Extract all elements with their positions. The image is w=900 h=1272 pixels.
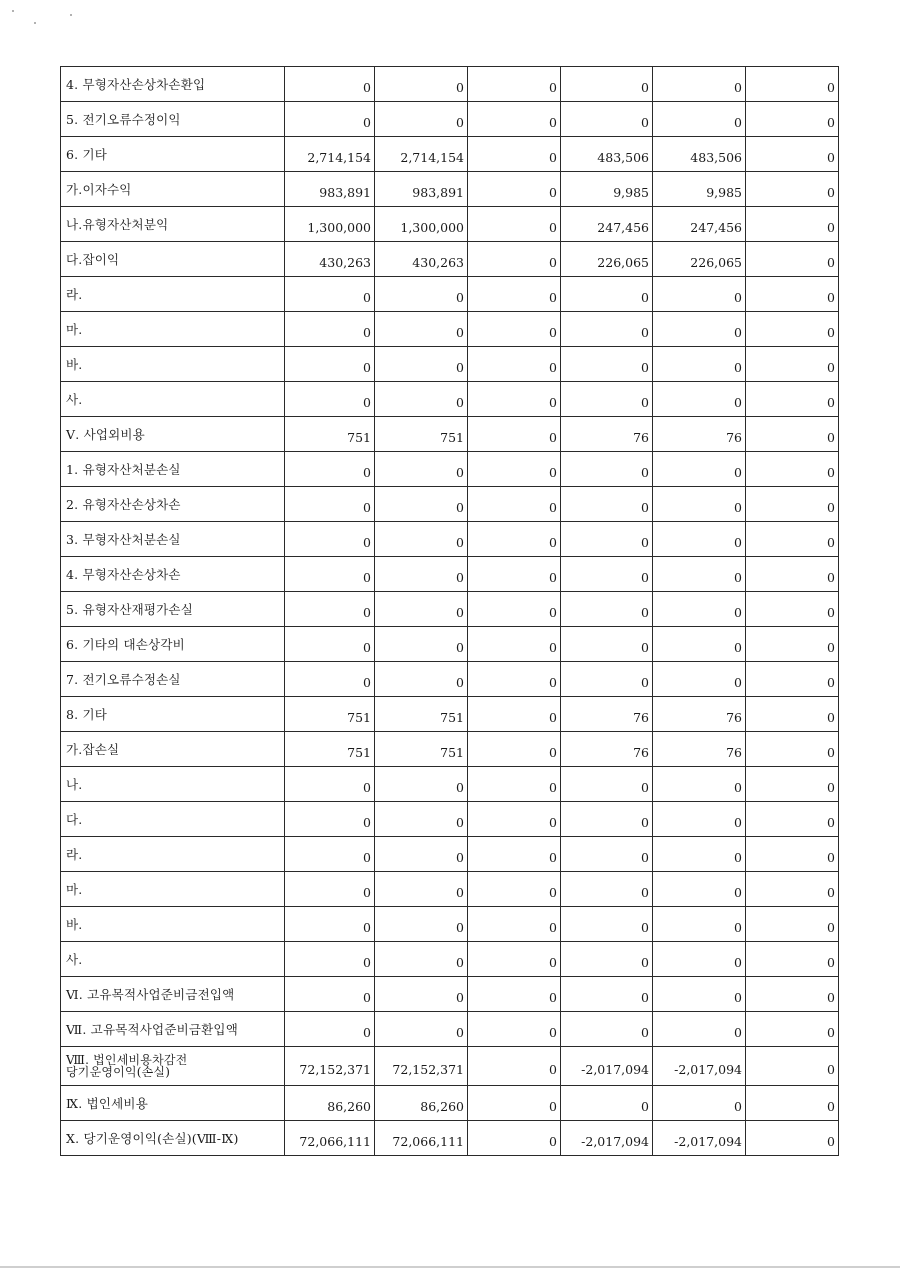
- amount-cell-col3: 0: [468, 697, 561, 732]
- row-label: [61, 1047, 285, 1086]
- row-label: 가.잡손실: [61, 732, 285, 767]
- row-label: 사.: [61, 382, 285, 417]
- amount-cell-col3: 0: [468, 592, 561, 627]
- row-label: 4. 무형자산손상차손: [61, 557, 285, 592]
- amount-cell-col1: 0: [285, 907, 375, 942]
- row-label: 바.: [61, 907, 285, 942]
- amount-cell-col2: 0: [375, 872, 468, 907]
- amount-cell-col4: 0: [561, 872, 653, 907]
- amount-cell-col4: 0: [561, 382, 653, 417]
- row-label: 8. 기타: [61, 697, 285, 732]
- amount-cell-col5: 0: [653, 67, 746, 102]
- amount-cell-col4: 226,065: [561, 242, 653, 277]
- amount-cell-col4: -2,017,094: [561, 1121, 653, 1156]
- table-row: [61, 872, 839, 907]
- amount-cell-col2: 0: [375, 942, 468, 977]
- amount-cell-col5: 0: [653, 662, 746, 697]
- amount-cell-col2: 0: [375, 837, 468, 872]
- amount-cell-col3: 0: [468, 347, 561, 382]
- table-row: [61, 627, 839, 662]
- amount-cell-col2: 430,263: [375, 242, 468, 277]
- amount-cell-col4: 0: [561, 767, 653, 802]
- amount-cell-col4: 0: [561, 627, 653, 662]
- table-row: [61, 172, 839, 207]
- amount-cell-col1: 0: [285, 837, 375, 872]
- amount-cell-col5: 76: [653, 697, 746, 732]
- row-label: Ⅵ. 고유목적사업준비금전입액: [61, 977, 285, 1012]
- amount-cell-col2: 0: [375, 347, 468, 382]
- table-row: [61, 592, 839, 627]
- amount-cell-col4: 0: [561, 312, 653, 347]
- amount-cell-col6: 0: [746, 627, 839, 662]
- row-label: Ⅶ. 고유목적사업준비금환입액: [61, 1012, 285, 1047]
- amount-cell-col5: 0: [653, 312, 746, 347]
- amount-cell-col5: 0: [653, 557, 746, 592]
- amount-cell-col6: 0: [746, 347, 839, 382]
- row-label-line2: 당기운영이익(손실): [66, 1065, 171, 1079]
- table-row: [61, 452, 839, 487]
- amount-cell-col2: 0: [375, 557, 468, 592]
- amount-cell-col2: 0: [375, 977, 468, 1012]
- amount-cell-col6: 0: [746, 242, 839, 277]
- row-label-line1: Ⅷ. 법인세비용차감전: [66, 1053, 188, 1067]
- amount-cell-col6: 0: [746, 1121, 839, 1156]
- amount-cell-col1: 72,152,371: [285, 1047, 375, 1086]
- amount-cell-col4: 9,985: [561, 172, 653, 207]
- amount-cell-col3: 0: [468, 1012, 561, 1047]
- row-label: Ⅹ. 당기운영이익(손실)(Ⅷ-Ⅸ): [61, 1121, 285, 1156]
- amount-cell-col2: 0: [375, 592, 468, 627]
- amount-cell-col1: 0: [285, 382, 375, 417]
- amount-cell-col1: 0: [285, 67, 375, 102]
- amount-cell-col6: 0: [746, 767, 839, 802]
- amount-cell-col6: 0: [746, 1047, 839, 1086]
- table-row: [61, 697, 839, 732]
- amount-cell-col4: 0: [561, 487, 653, 522]
- table-row: [61, 242, 839, 277]
- row-label: 다.잡이익: [61, 242, 285, 277]
- amount-cell-col5: 483,506: [653, 137, 746, 172]
- amount-cell-col6: 0: [746, 837, 839, 872]
- amount-cell-col3: 0: [468, 382, 561, 417]
- amount-cell-col4: 0: [561, 662, 653, 697]
- table-row: [61, 732, 839, 767]
- amount-cell-col3: 0: [468, 627, 561, 662]
- amount-cell-col3: 0: [468, 277, 561, 312]
- amount-cell-col1: 1,300,000: [285, 207, 375, 242]
- amount-cell-col2: 983,891: [375, 172, 468, 207]
- amount-cell-col5: 0: [653, 102, 746, 137]
- table-row: [61, 837, 839, 872]
- amount-cell-col6: 0: [746, 1012, 839, 1047]
- amount-cell-col4: 247,456: [561, 207, 653, 242]
- table-row: [61, 1086, 839, 1121]
- amount-cell-col5: 0: [653, 802, 746, 837]
- amount-cell-col2: 86,260: [375, 1086, 468, 1121]
- amount-cell-col2: 0: [375, 1012, 468, 1047]
- table-row: [61, 312, 839, 347]
- row-label: 마.: [61, 312, 285, 347]
- amount-cell-col4: 0: [561, 802, 653, 837]
- amount-cell-col5: 76: [653, 732, 746, 767]
- amount-cell-col5: 0: [653, 942, 746, 977]
- amount-cell-col1: 0: [285, 557, 375, 592]
- amount-cell-col3: 0: [468, 1121, 561, 1156]
- amount-cell-col1: 751: [285, 732, 375, 767]
- amount-cell-col1: 0: [285, 452, 375, 487]
- table-row: [61, 382, 839, 417]
- table-row: [61, 802, 839, 837]
- amount-cell-col5: 0: [653, 347, 746, 382]
- amount-cell-col6: 0: [746, 802, 839, 837]
- amount-cell-col2: 0: [375, 277, 468, 312]
- amount-cell-col2: 2,714,154: [375, 137, 468, 172]
- amount-cell-col6: 0: [746, 907, 839, 942]
- amount-cell-col5: 0: [653, 872, 746, 907]
- amount-cell-col1: 0: [285, 102, 375, 137]
- amount-cell-col4: -2,017,094: [561, 1047, 653, 1086]
- amount-cell-col3: 0: [468, 557, 561, 592]
- row-label: 5. 유형자산재평가손실: [61, 592, 285, 627]
- amount-cell-col3: 0: [468, 767, 561, 802]
- table-row: [61, 907, 839, 942]
- amount-cell-col3: 0: [468, 942, 561, 977]
- amount-cell-col6: 0: [746, 487, 839, 522]
- amount-cell-col1: 86,260: [285, 1086, 375, 1121]
- amount-cell-col5: 0: [653, 522, 746, 557]
- amount-cell-col4: 76: [561, 697, 653, 732]
- row-label: 가.이자수익: [61, 172, 285, 207]
- amount-cell-col5: -2,017,094: [653, 1047, 746, 1086]
- amount-cell-col5: 226,065: [653, 242, 746, 277]
- amount-cell-col4: 0: [561, 557, 653, 592]
- amount-cell-col5: 0: [653, 487, 746, 522]
- amount-cell-col3: 0: [468, 417, 561, 452]
- amount-cell-col5: 0: [653, 1086, 746, 1121]
- amount-cell-col2: 0: [375, 767, 468, 802]
- amount-cell-col2: 0: [375, 452, 468, 487]
- amount-cell-col5: 0: [653, 452, 746, 487]
- amount-cell-col2: 0: [375, 487, 468, 522]
- amount-cell-col3: 0: [468, 837, 561, 872]
- table-row: [61, 942, 839, 977]
- scan-speck: [34, 22, 36, 24]
- amount-cell-col5: 9,985: [653, 172, 746, 207]
- amount-cell-col4: 483,506: [561, 137, 653, 172]
- amount-cell-col3: 0: [468, 452, 561, 487]
- row-label: 7. 전기오류수정손실: [61, 662, 285, 697]
- scan-speck: [70, 14, 72, 16]
- table-row: [61, 137, 839, 172]
- amount-cell-col2: 1,300,000: [375, 207, 468, 242]
- amount-cell-col3: 0: [468, 732, 561, 767]
- amount-cell-col2: 0: [375, 67, 468, 102]
- table-row: [61, 102, 839, 137]
- row-label: 5. 전기오류수정이익: [61, 102, 285, 137]
- amount-cell-col1: 0: [285, 977, 375, 1012]
- row-label: 4. 무형자산손상차손환입: [61, 67, 285, 102]
- amount-cell-col2: 0: [375, 907, 468, 942]
- row-label: 나.유형자산처분익: [61, 207, 285, 242]
- amount-cell-col2: 0: [375, 802, 468, 837]
- row-label: 바.: [61, 347, 285, 382]
- amount-cell-col3: 0: [468, 662, 561, 697]
- table-body: [61, 67, 839, 1156]
- amount-cell-col3: 0: [468, 1086, 561, 1121]
- row-label: Ⅸ. 법인세비용: [61, 1086, 285, 1121]
- amount-cell-col4: 0: [561, 942, 653, 977]
- row-label: 사.: [61, 942, 285, 977]
- amount-cell-col4: 0: [561, 1086, 653, 1121]
- amount-cell-col2: 0: [375, 627, 468, 662]
- amount-cell-col5: -2,017,094: [653, 1121, 746, 1156]
- amount-cell-col6: 0: [746, 522, 839, 557]
- amount-cell-col5: 0: [653, 977, 746, 1012]
- amount-cell-col1: 751: [285, 417, 375, 452]
- income-statement-table: [60, 66, 839, 1156]
- row-label: 나.: [61, 767, 285, 802]
- amount-cell-col5: 0: [653, 1012, 746, 1047]
- amount-cell-col4: 0: [561, 347, 653, 382]
- amount-cell-col3: 0: [468, 172, 561, 207]
- amount-cell-col5: 0: [653, 907, 746, 942]
- amount-cell-col2: 0: [375, 382, 468, 417]
- amount-cell-col6: 0: [746, 67, 839, 102]
- amount-cell-col6: 0: [746, 697, 839, 732]
- amount-cell-col2: 72,066,111: [375, 1121, 468, 1156]
- table-row: [61, 417, 839, 452]
- amount-cell-col3: 0: [468, 977, 561, 1012]
- amount-cell-col6: 0: [746, 277, 839, 312]
- row-label: 다.: [61, 802, 285, 837]
- scan-speck: [12, 10, 14, 12]
- amount-cell-col1: 0: [285, 312, 375, 347]
- amount-cell-col3: 0: [468, 487, 561, 522]
- table-row: [61, 67, 839, 102]
- amount-cell-col3: 0: [468, 102, 561, 137]
- row-label: Ⅴ. 사업외비용: [61, 417, 285, 452]
- amount-cell-col1: 0: [285, 627, 375, 662]
- amount-cell-col1: 0: [285, 1012, 375, 1047]
- amount-cell-col6: 0: [746, 137, 839, 172]
- amount-cell-col5: 0: [653, 592, 746, 627]
- table-row: [61, 767, 839, 802]
- table-row: [61, 977, 839, 1012]
- amount-cell-col2: 0: [375, 102, 468, 137]
- amount-cell-col5: 0: [653, 627, 746, 662]
- amount-cell-col2: 0: [375, 312, 468, 347]
- amount-cell-col5: 247,456: [653, 207, 746, 242]
- amount-cell-col3: 0: [468, 872, 561, 907]
- amount-cell-col6: 0: [746, 942, 839, 977]
- table-row: [61, 347, 839, 382]
- table-row: [61, 522, 839, 557]
- amount-cell-col2: 72,152,371: [375, 1047, 468, 1086]
- amount-cell-col2: 0: [375, 522, 468, 557]
- amount-cell-col4: 76: [561, 732, 653, 767]
- amount-cell-col3: 0: [468, 907, 561, 942]
- row-label: 라.: [61, 837, 285, 872]
- amount-cell-col4: 0: [561, 522, 653, 557]
- amount-cell-col6: 0: [746, 452, 839, 487]
- amount-cell-col1: 0: [285, 802, 375, 837]
- amount-cell-col1: 983,891: [285, 172, 375, 207]
- amount-cell-col6: 0: [746, 207, 839, 242]
- amount-cell-col1: 0: [285, 662, 375, 697]
- amount-cell-col3: 0: [468, 242, 561, 277]
- table-row: [61, 277, 839, 312]
- table-row: [61, 207, 839, 242]
- page-bottom-edge: [0, 1266, 900, 1268]
- amount-cell-col6: 0: [746, 732, 839, 767]
- amount-cell-col1: 0: [285, 592, 375, 627]
- row-label: 6. 기타: [61, 137, 285, 172]
- amount-cell-col1: 2,714,154: [285, 137, 375, 172]
- amount-cell-col1: 0: [285, 522, 375, 557]
- amount-cell-col2: 751: [375, 697, 468, 732]
- amount-cell-col2: 751: [375, 732, 468, 767]
- table-row: [61, 1047, 839, 1086]
- amount-cell-col3: 0: [468, 67, 561, 102]
- amount-cell-col6: 0: [746, 102, 839, 137]
- row-label: 6. 기타의 대손상각비: [61, 627, 285, 662]
- amount-cell-col4: 0: [561, 67, 653, 102]
- amount-cell-col6: 0: [746, 172, 839, 207]
- amount-cell-col6: 0: [746, 1086, 839, 1121]
- amount-cell-col3: 0: [468, 312, 561, 347]
- amount-cell-col4: 0: [561, 452, 653, 487]
- table-row: [61, 1012, 839, 1047]
- amount-cell-col3: 0: [468, 137, 561, 172]
- amount-cell-col3: 0: [468, 207, 561, 242]
- amount-cell-col4: 0: [561, 837, 653, 872]
- amount-cell-col1: 751: [285, 697, 375, 732]
- amount-cell-col4: 0: [561, 592, 653, 627]
- amount-cell-col1: 0: [285, 277, 375, 312]
- amount-cell-col5: 0: [653, 837, 746, 872]
- amount-cell-col6: 0: [746, 312, 839, 347]
- amount-cell-col4: 0: [561, 102, 653, 137]
- table-row: [61, 662, 839, 697]
- amount-cell-col1: 0: [285, 347, 375, 382]
- amount-cell-col6: 0: [746, 557, 839, 592]
- amount-cell-col4: 0: [561, 277, 653, 312]
- amount-cell-col6: 0: [746, 662, 839, 697]
- table-row: [61, 1121, 839, 1156]
- amount-cell-col5: 0: [653, 767, 746, 802]
- amount-cell-col6: 0: [746, 872, 839, 907]
- amount-cell-col1: 430,263: [285, 242, 375, 277]
- amount-cell-col1: 0: [285, 767, 375, 802]
- row-label: 2. 유형자산손상차손: [61, 487, 285, 522]
- amount-cell-col1: 0: [285, 942, 375, 977]
- amount-cell-col5: 0: [653, 277, 746, 312]
- amount-cell-col1: 0: [285, 872, 375, 907]
- amount-cell-col3: 0: [468, 1047, 561, 1086]
- row-label: 라.: [61, 277, 285, 312]
- amount-cell-col6: 0: [746, 592, 839, 627]
- table-row: [61, 487, 839, 522]
- amount-cell-col5: 0: [653, 382, 746, 417]
- amount-cell-col5: 76: [653, 417, 746, 452]
- row-label: 3. 무형자산처분손실: [61, 522, 285, 557]
- amount-cell-col1: 0: [285, 487, 375, 522]
- amount-cell-col4: 0: [561, 977, 653, 1012]
- amount-cell-col4: 76: [561, 417, 653, 452]
- amount-cell-col2: 0: [375, 662, 468, 697]
- amount-cell-col4: 0: [561, 1012, 653, 1047]
- amount-cell-col6: 0: [746, 417, 839, 452]
- amount-cell-col1: 72,066,111: [285, 1121, 375, 1156]
- amount-cell-col2: 751: [375, 417, 468, 452]
- row-label: 마.: [61, 872, 285, 907]
- table-row: [61, 557, 839, 592]
- amount-cell-col6: 0: [746, 977, 839, 1012]
- amount-cell-col6: 0: [746, 382, 839, 417]
- amount-cell-col3: 0: [468, 522, 561, 557]
- amount-cell-col4: 0: [561, 907, 653, 942]
- amount-cell-col3: 0: [468, 802, 561, 837]
- row-label: 1. 유형자산처분손실: [61, 452, 285, 487]
